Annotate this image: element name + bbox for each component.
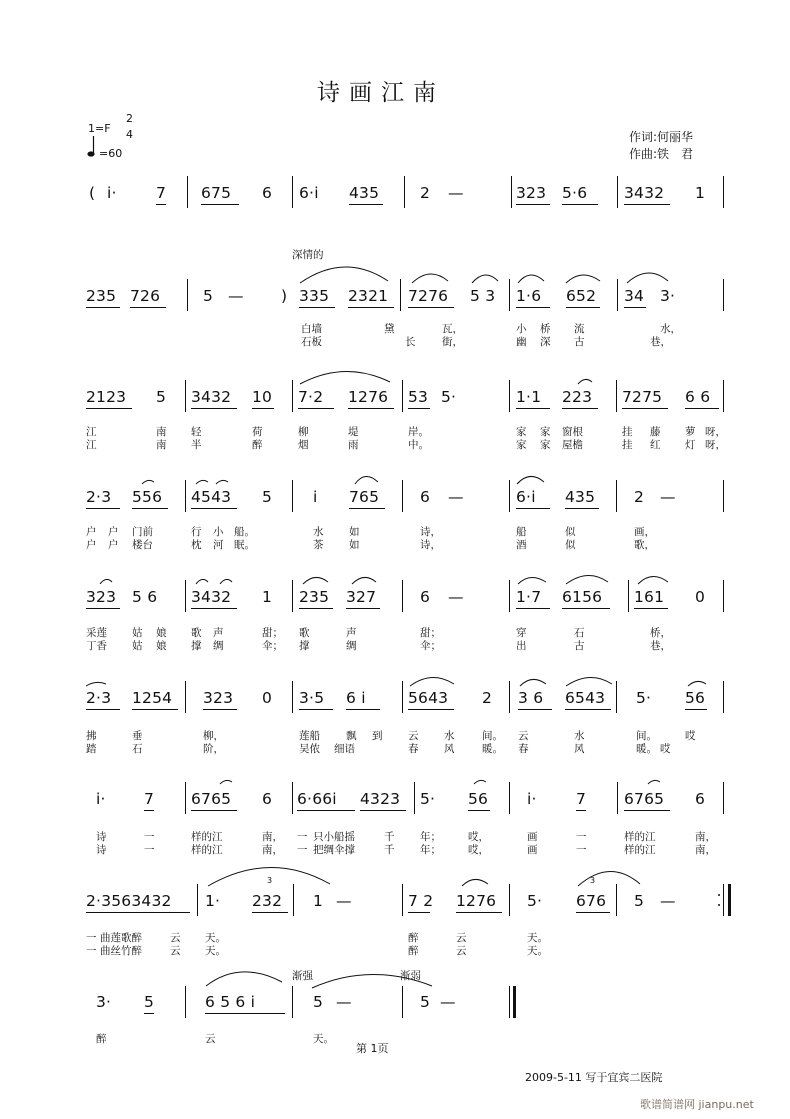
lyric: 天。 xyxy=(313,1033,334,1045)
note-group: 223 xyxy=(562,388,593,406)
note-group: 6543 xyxy=(565,689,606,707)
note-group: 556 xyxy=(132,488,163,506)
lyric: 云 xyxy=(456,945,467,957)
lyric: 一 xyxy=(86,932,97,944)
lyric: 南， xyxy=(262,844,283,856)
note-group: i· xyxy=(107,184,117,202)
note-group: — xyxy=(660,488,676,506)
note-group: 765 xyxy=(349,488,380,506)
note-group: 6 6 xyxy=(685,388,711,406)
lyric: 红 xyxy=(650,439,661,451)
note-group: 1254 xyxy=(132,689,173,707)
lyric: 船。 xyxy=(234,526,255,538)
svg-text:3: 3 xyxy=(267,876,273,885)
note-group: — xyxy=(660,892,676,910)
note-group: 5 6 xyxy=(132,588,158,606)
note-group: 53 xyxy=(408,388,429,406)
lyric: 把绸伞撑 xyxy=(313,844,355,856)
lyric: 如 xyxy=(349,526,360,538)
note-group: 5 xyxy=(634,892,645,910)
note-group: 1·6 xyxy=(516,287,542,305)
lyric: 柳， xyxy=(203,730,224,742)
lyric: 歌 xyxy=(191,627,202,639)
lyric: 画 xyxy=(527,844,538,856)
lyric: 天。 xyxy=(205,932,226,944)
svg-text:3: 3 xyxy=(590,876,596,885)
lyric: 阶， xyxy=(203,743,224,755)
note-group: 7·2 xyxy=(298,388,324,406)
lyric: 娘 xyxy=(156,627,167,639)
lyric: 桥 xyxy=(540,323,551,335)
lyric: 哎， xyxy=(468,831,489,843)
note-group: 652 xyxy=(566,287,597,305)
lyric: 荷 xyxy=(252,426,263,438)
note-group: 5 xyxy=(420,993,431,1011)
note-group: 4543 xyxy=(191,488,232,506)
lyric: 风 xyxy=(444,743,455,755)
lyric: 似 xyxy=(565,539,576,551)
lyric: 堤 xyxy=(348,426,359,438)
note-group: 2 xyxy=(482,689,493,707)
note-group: 3· xyxy=(96,993,112,1011)
lyric: 小 xyxy=(516,323,527,335)
note-group: 7 xyxy=(144,790,155,808)
lyric: 一 xyxy=(297,844,308,856)
note-group: i xyxy=(313,488,318,506)
note-group: 5643 xyxy=(408,689,449,707)
note-group: i· xyxy=(527,790,537,808)
note-group: 5· xyxy=(420,790,436,808)
note-group: 5 xyxy=(313,993,324,1011)
lyric: 飘 xyxy=(346,730,357,742)
lyric: 烟 xyxy=(298,439,309,451)
note-group: 676 xyxy=(576,892,607,910)
note-group: 323 xyxy=(516,184,547,202)
lyric: 莲船 xyxy=(299,730,320,742)
note-group: 6 xyxy=(262,184,273,202)
lyric: 石 xyxy=(574,627,585,639)
lyric: 歌， xyxy=(634,539,655,551)
lyric: 穿 xyxy=(516,627,527,639)
lyric: 户 xyxy=(108,526,119,538)
note-group: 5 xyxy=(156,388,167,406)
lyric: 姑 xyxy=(132,627,143,639)
composer: 作曲:铁 君 xyxy=(629,147,694,161)
lyric: 撑 xyxy=(191,640,202,652)
lyric: 样的江 xyxy=(191,844,223,856)
lyric: 绸 xyxy=(213,640,224,652)
note-group: 1·7 xyxy=(516,588,542,606)
lyric: 一 xyxy=(86,945,97,957)
expression-crescendo: 渐强 xyxy=(292,970,313,982)
lyric: 瓦， xyxy=(442,323,463,335)
lyric: 哎 xyxy=(685,730,696,742)
note-group: 235 xyxy=(86,287,117,305)
lyric: 醉 xyxy=(252,439,263,451)
note-group: 435 xyxy=(349,184,380,202)
note-group: 5· xyxy=(441,388,457,406)
note-group: 3 6 xyxy=(518,689,544,707)
lyric: 水 xyxy=(444,730,455,742)
note-group: 3432 xyxy=(624,184,665,202)
lyric: 巷， xyxy=(650,336,671,348)
lyric: 石板 xyxy=(301,336,322,348)
lyric: 诗 xyxy=(96,844,107,856)
lyric: 娘 xyxy=(156,640,167,652)
lyric: 醉 xyxy=(96,1033,107,1045)
note-group: ) xyxy=(281,287,288,305)
tempo-marking: =60 xyxy=(99,147,123,160)
note-group: 6·i xyxy=(516,488,536,506)
lyric: 采莲 xyxy=(86,627,107,639)
note-group: 335 xyxy=(299,287,330,305)
lyric: 雨 xyxy=(348,439,359,451)
lyric: 船 xyxy=(516,526,527,538)
lyricist: 作词:何丽华 xyxy=(629,130,694,144)
lyric: 伞； xyxy=(262,640,283,652)
lyric: 踏 xyxy=(86,743,97,755)
lyric: 挂 xyxy=(622,439,633,451)
note-group: 7 xyxy=(156,184,167,202)
lyric: 江 xyxy=(86,426,97,438)
note-group: 2·3 xyxy=(86,488,112,506)
note-group: — xyxy=(440,993,456,1011)
lyric: 绸 xyxy=(346,640,357,652)
note-group: 6 xyxy=(695,790,706,808)
lyric: 暖。 xyxy=(482,743,503,755)
lyric: 水 xyxy=(574,730,585,742)
lyric: 家 xyxy=(540,426,551,438)
lyric: 白墙 xyxy=(301,323,322,335)
song-title: 诗画江南 xyxy=(317,80,445,106)
note-group: 3· xyxy=(660,287,676,305)
lyric: 年； xyxy=(420,844,441,856)
note-group: 6·66i xyxy=(297,790,337,808)
note-group: 3·5 xyxy=(299,689,325,707)
note-group: 1· xyxy=(205,892,221,910)
note-group: 3432 xyxy=(191,588,232,606)
note-group: 2·3563432 xyxy=(86,892,172,910)
note-group: 6765 xyxy=(624,790,665,808)
note-group: 3432 xyxy=(191,388,232,406)
lyric: 只小船摇 xyxy=(313,831,355,843)
note-group: 2 xyxy=(634,488,645,506)
lyric: 黛 xyxy=(384,323,395,335)
lyric: 家 xyxy=(516,439,527,451)
lyric: 家 xyxy=(540,439,551,451)
lyric: 藤 xyxy=(650,426,661,438)
note-group: 6 xyxy=(420,488,431,506)
lyric: 呀， xyxy=(705,426,726,438)
lyric: 河 xyxy=(213,539,224,551)
lyric: 天。 xyxy=(527,945,548,957)
lyric: 暖。 xyxy=(636,743,657,755)
lyric: 醉 xyxy=(408,945,419,957)
note-group: 323 xyxy=(86,588,117,606)
lyric: 南 xyxy=(156,426,167,438)
note-group: 6 xyxy=(420,588,431,606)
note-group: 7275 xyxy=(622,388,663,406)
lyric: 千 xyxy=(384,831,395,843)
lyric: 南， xyxy=(695,831,716,843)
note-group: 7 2 xyxy=(408,892,434,910)
note-group: 6 i xyxy=(346,689,366,707)
lyric: 半 xyxy=(191,439,202,451)
lyric: 样的江 xyxy=(624,844,656,856)
time-numerator: 2 xyxy=(126,112,133,125)
note-group: 2·3 xyxy=(86,689,112,707)
note-group: 56 xyxy=(685,689,706,707)
lyric: 天。 xyxy=(527,932,548,944)
note-group: — xyxy=(448,184,464,202)
note-group: 5 xyxy=(144,993,155,1011)
lyric: 呀， xyxy=(705,439,726,451)
lyric: 画， xyxy=(634,526,655,538)
expression-diminuendo: 渐弱 xyxy=(400,970,421,982)
note-group: 235 xyxy=(299,588,330,606)
lyric: 撑 xyxy=(299,640,310,652)
note-group: 2123 xyxy=(86,388,127,406)
lyric: 深 xyxy=(540,336,551,348)
lyric: 拂 xyxy=(86,730,97,742)
lyric: 街， xyxy=(442,336,463,348)
lyric: 幽 xyxy=(516,336,527,348)
lyric: 哎 xyxy=(660,743,671,755)
lyric: 样的江 xyxy=(191,831,223,843)
lyric: 云 xyxy=(518,730,529,742)
note-group: 2321 xyxy=(348,287,389,305)
lyric: 屋檐 xyxy=(562,439,583,451)
lyric: 枕 xyxy=(191,539,202,551)
lyric: 云 xyxy=(170,932,181,944)
note-group: 34 xyxy=(624,287,645,305)
lyric: 诗， xyxy=(420,539,441,551)
lyric: 伞； xyxy=(420,640,441,652)
lyric: 吴侬 xyxy=(299,743,320,755)
lyric: 春 xyxy=(518,743,529,755)
note-group: 1 xyxy=(313,892,324,910)
note-group: 327 xyxy=(346,588,377,606)
lyric: 古 xyxy=(574,336,585,348)
note-group: 5·6 xyxy=(562,184,588,202)
note-group: 4323 xyxy=(360,790,401,808)
lyric: 曲丝竹醉 xyxy=(100,945,142,957)
lyric: 春 xyxy=(408,743,419,755)
lyric: 流 xyxy=(574,323,585,335)
note-group: 56 xyxy=(468,790,489,808)
note-group: 5 xyxy=(262,488,273,506)
lyric: 户 xyxy=(86,526,97,538)
lyric: 云 xyxy=(408,730,419,742)
lyric: 眠。 xyxy=(234,539,255,551)
lyric: 歌 xyxy=(299,627,310,639)
lyric: 诗 xyxy=(96,831,107,843)
note-group: 1 xyxy=(262,588,273,606)
note-group: 5· xyxy=(527,892,543,910)
lyric: 楼台 xyxy=(132,539,153,551)
note-group: — xyxy=(336,892,352,910)
note-group: 6156 xyxy=(562,588,603,606)
note-group: 5 xyxy=(203,287,214,305)
lyric: 小 xyxy=(213,526,224,538)
note-group: 1 xyxy=(695,184,706,202)
note-group: 726 xyxy=(130,287,161,305)
lyric: 风 xyxy=(574,743,585,755)
note-group: ( xyxy=(89,184,96,202)
lyric: 一 xyxy=(144,831,155,843)
footer-note: 2009-5-11 写于宜宾二医院 xyxy=(525,1071,663,1084)
lyric: 古 xyxy=(574,640,585,652)
key-signature: 1=F xyxy=(88,122,111,135)
lyric: 中。 xyxy=(408,439,429,451)
lyric: 南， xyxy=(695,844,716,856)
lyric: 天。 xyxy=(205,945,226,957)
lyric: 到 xyxy=(372,730,383,742)
lyric: 一 xyxy=(576,844,587,856)
lyric: 细语 xyxy=(334,743,355,755)
lyric: 出 xyxy=(516,640,527,652)
lyric: 样的江 xyxy=(624,831,656,843)
note-group: 2 xyxy=(420,184,431,202)
lyric: 行 xyxy=(191,526,202,538)
note-group: 7 xyxy=(576,790,587,808)
lyric: 哎， xyxy=(468,844,489,856)
lyric: 云 xyxy=(456,932,467,944)
expression-deep: 深情的 xyxy=(292,249,324,261)
note-group: 0 xyxy=(695,588,706,606)
note-group: 0 xyxy=(262,689,273,707)
note-group: 6 5 6 i xyxy=(205,993,256,1011)
lyric: 南， xyxy=(262,831,283,843)
lyric: 巷， xyxy=(650,640,671,652)
lyric: 萝 xyxy=(685,426,696,438)
lyric: 门前 xyxy=(132,526,153,538)
lyric: 灯 xyxy=(685,439,696,451)
lyric: 水 xyxy=(313,526,324,538)
watermark: 歌谱简谱网 jianpu.net xyxy=(640,1098,754,1111)
lyric: 曲莲歌醉 xyxy=(100,932,142,944)
lyric: 似 xyxy=(565,526,576,538)
lyric: 长 xyxy=(405,336,416,348)
lyric: 如 xyxy=(349,539,360,551)
lyric: 云 xyxy=(205,1033,216,1045)
lyric: 窗根 xyxy=(562,426,583,438)
lyric: 垂 xyxy=(132,730,143,742)
lyric: 间。 xyxy=(482,730,503,742)
lyric: 声 xyxy=(213,627,224,639)
note-group: — xyxy=(448,588,464,606)
lyric: 间。 xyxy=(636,730,657,742)
time-denominator: 4 xyxy=(126,128,133,141)
note-group: 1276 xyxy=(348,388,389,406)
note-group: 675 xyxy=(201,184,232,202)
lyric: 云 xyxy=(170,945,181,957)
note-group: — xyxy=(448,488,464,506)
lyric: 柳 xyxy=(298,426,309,438)
lyric: 声 xyxy=(346,627,357,639)
lyric: 户 xyxy=(86,539,97,551)
note-group: 7276 xyxy=(408,287,449,305)
lyric: 桥， xyxy=(650,627,671,639)
lyric: 户 xyxy=(108,539,119,551)
note-group: — xyxy=(228,287,244,305)
lyric: 一 xyxy=(144,844,155,856)
note-group: 435 xyxy=(565,488,596,506)
note-group: 6·i xyxy=(299,184,319,202)
note-group: 5 3 xyxy=(470,287,496,305)
note-group: 161 xyxy=(634,588,665,606)
lyric: 醉 xyxy=(408,932,419,944)
lyric: 酒 xyxy=(516,539,527,551)
lyric: 千 xyxy=(384,844,395,856)
lyric: 茶 xyxy=(313,539,324,551)
page-number: 第 1页 xyxy=(356,1042,389,1055)
lyric: 甜； xyxy=(420,627,441,639)
lyric: 岸。 xyxy=(408,426,429,438)
lyric: 南 xyxy=(156,439,167,451)
note-group: 323 xyxy=(203,689,234,707)
lyric: 江 xyxy=(86,439,97,451)
note-group: 232 xyxy=(252,892,283,910)
lyric: 年； xyxy=(420,831,441,843)
note-group: — xyxy=(336,993,352,1011)
lyric: 画 xyxy=(527,831,538,843)
note-group: 6765 xyxy=(191,790,232,808)
lyric: 石 xyxy=(132,743,143,755)
lyric: 家 xyxy=(516,426,527,438)
note-group: 10 xyxy=(252,388,273,406)
note-group: 5· xyxy=(636,689,652,707)
lyric: 水， xyxy=(660,323,681,335)
note-group: 1·1 xyxy=(516,388,542,406)
note-group: i· xyxy=(96,790,106,808)
note-group: 6 xyxy=(262,790,273,808)
lyric: 诗， xyxy=(420,526,441,538)
lyric: 轻 xyxy=(191,426,202,438)
lyric: 姑 xyxy=(132,640,143,652)
lyric: 一 xyxy=(297,831,308,843)
lyric: 丁香 xyxy=(86,640,107,652)
lyric: 一 xyxy=(576,831,587,843)
note-group: 1276 xyxy=(456,892,497,910)
lyric: 挂 xyxy=(622,426,633,438)
lyric: 甜； xyxy=(262,627,283,639)
